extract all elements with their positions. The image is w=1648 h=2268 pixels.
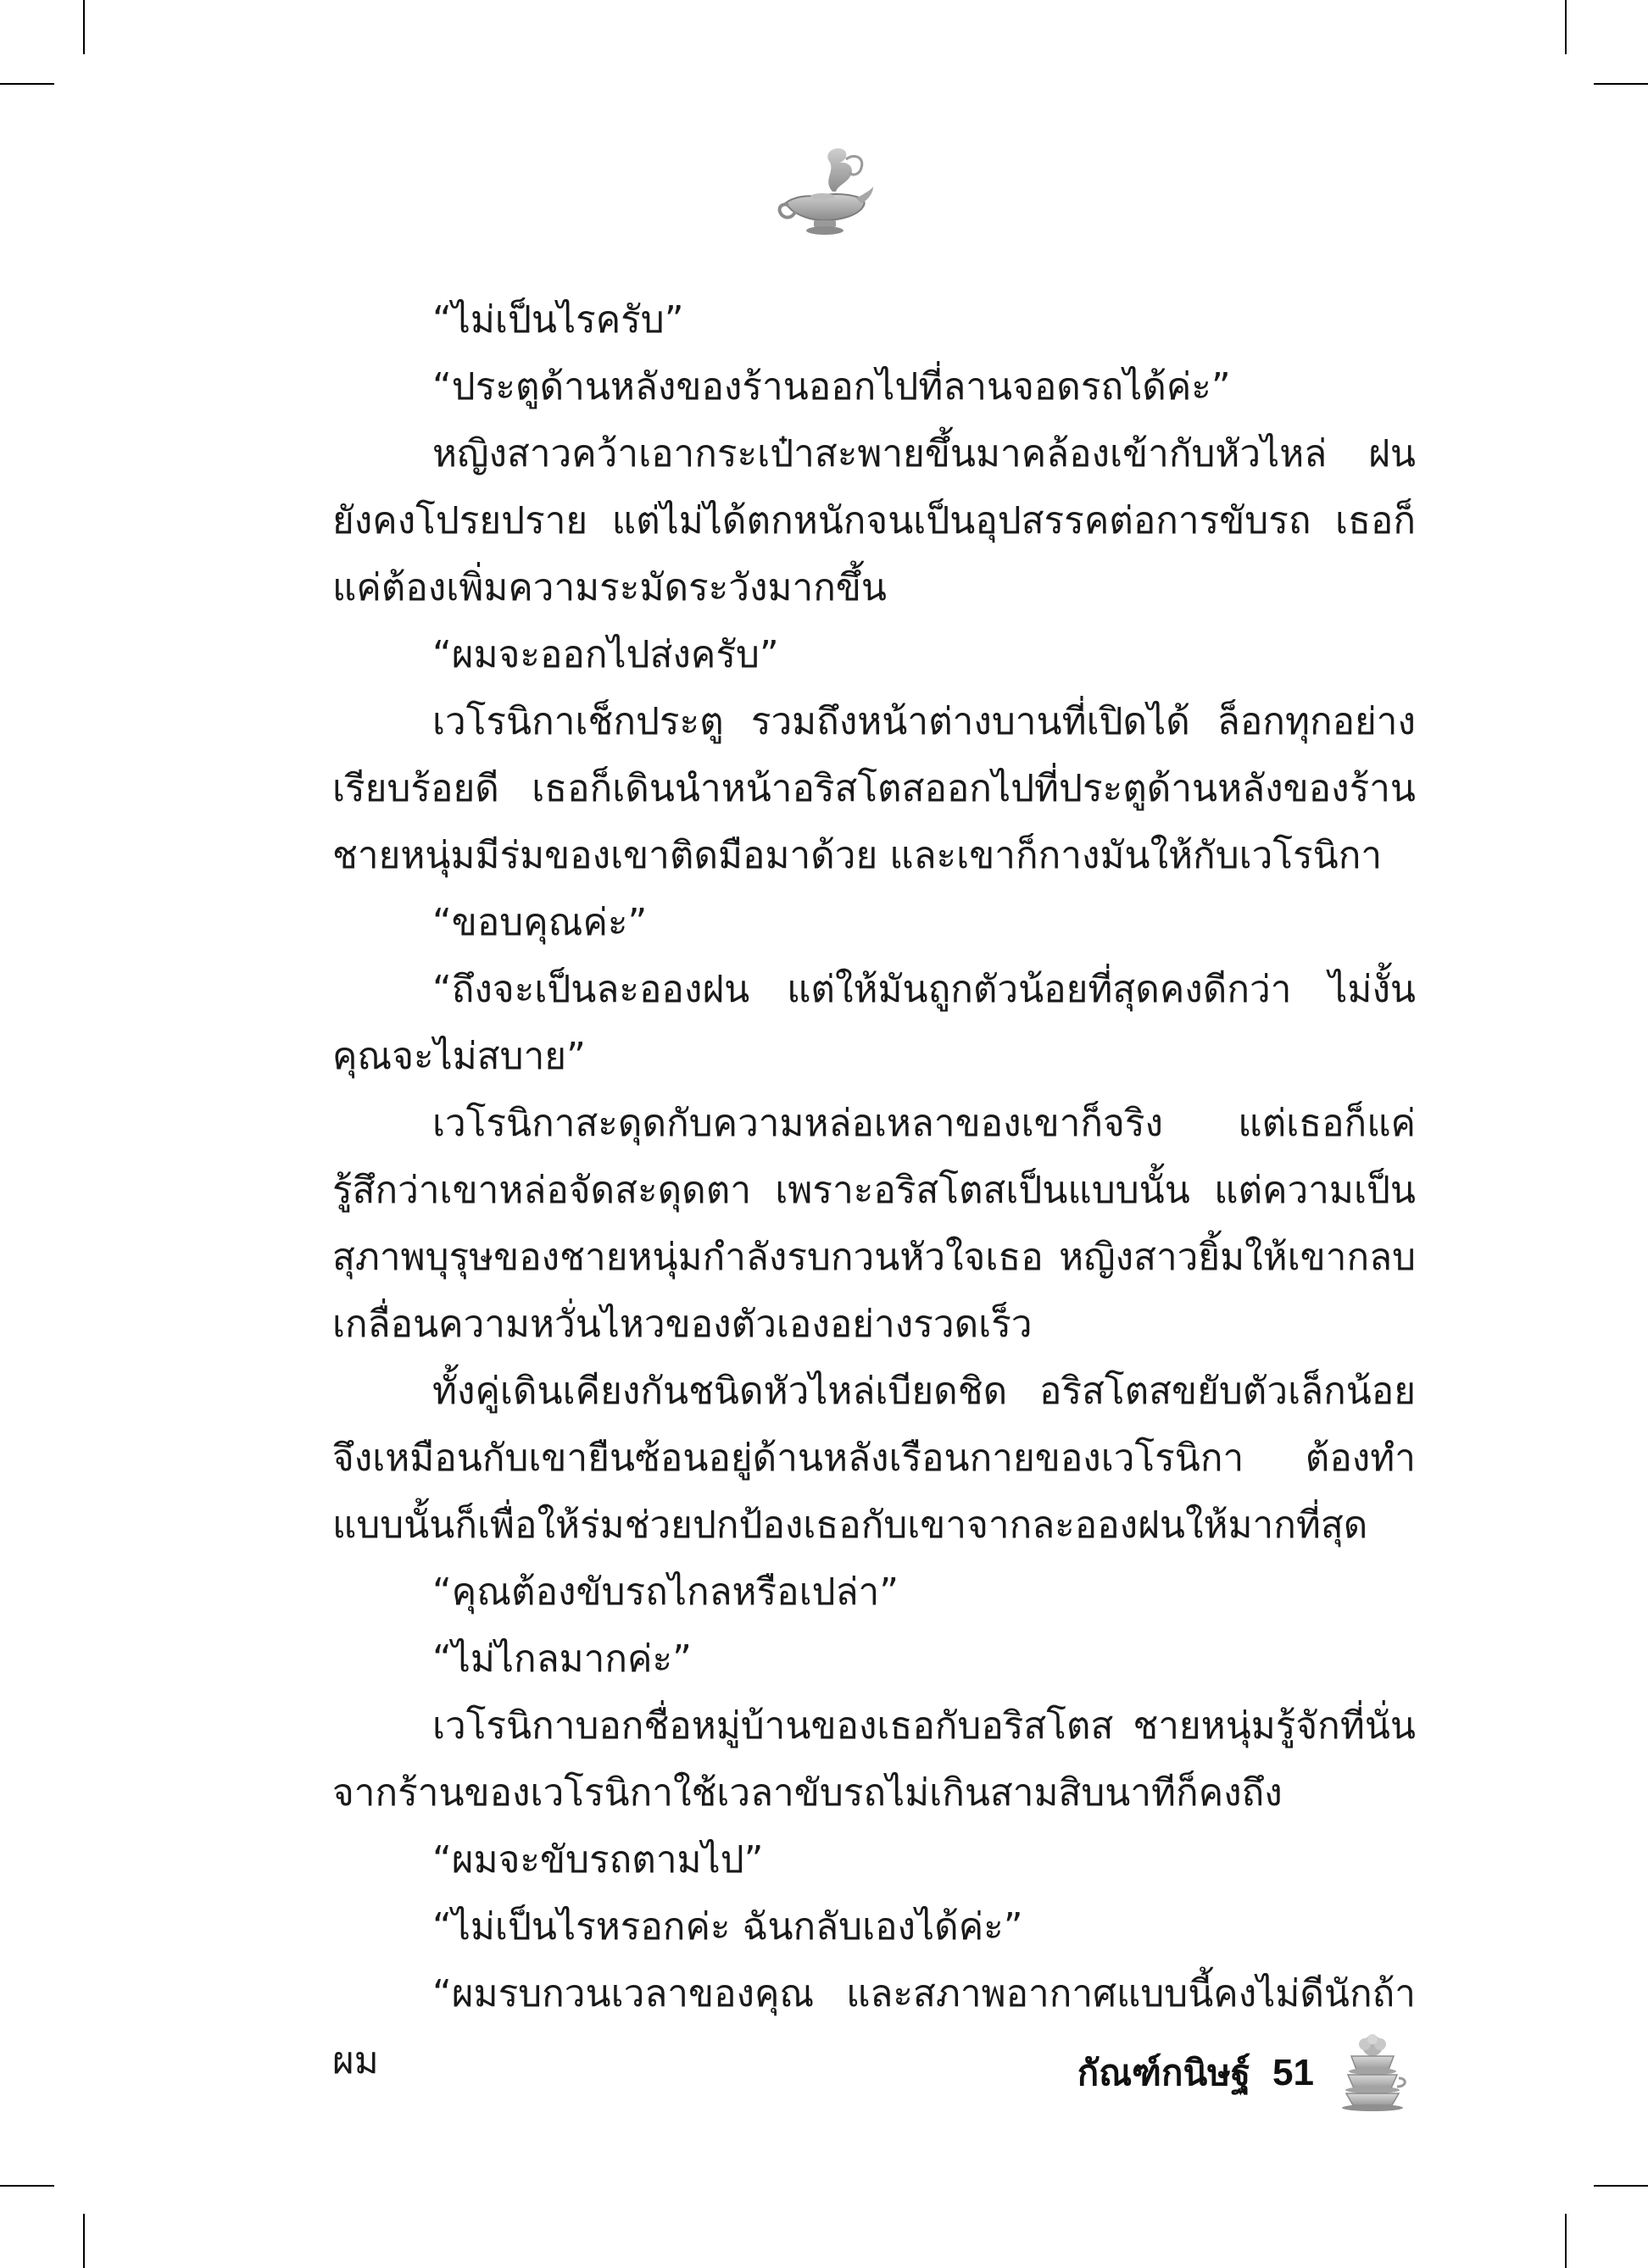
paragraph-7: “ถึงจะเป็นละอองฝน แต่ให้มันถูกตัวน้อยที่สุดคงดีกว่า ไม่งั้นคุณจะไม่สบาย” [332, 968, 1416, 1078]
page-number: 51 [1272, 2052, 1314, 2093]
paragraph-3: หญิงสาวคว้าเอากระเป๋าสะพายขึ้นมาคล้องเข้ากับหัวไหล่ ฝนยังคงโปรยปราย แต่ไม่ได้ตกหนักจนเป็นอุปสรรคต่อการขับรถ เธอก็แค่ต้องเพิ่มความระมัดระวังมากขึ้น [332, 432, 1416, 609]
crop-mark-bottom-right [1565, 2214, 1567, 2268]
crop-mark-top-right-h [1594, 83, 1648, 85]
crop-mark-bottom-left-h [0, 2185, 54, 2187]
paragraph-15: “ผมรบกวนเวลาของคุณ และสภาพอากาศแบบนี้คงไม่ดีนักถ้าผม [332, 1972, 1416, 2082]
paragraph-12: เวโรนิกาบอกชื่อหมู่บ้านของเธอกับอริสโตส ชายหนุ่มรู้จักที่นั่น จากร้านของเวโรนิกาใช้เวลาขับรถไม่เกินสามสิบนาทีก็คงถึง [332, 1704, 1416, 1815]
page-footer [1077, 2034, 1409, 2112]
book-title: กัณฑ์กนิษฐ์ [1077, 2052, 1251, 2093]
paragraph-9: ทั้งคู่เดินเคียงกันชนิดหัวไหล่เบียดชิด อริสโตสขยับตัวเล็กน้อย จึงเหมือนกับเขายืนซ้อนอยู่ด้านหลังเรือนกายของเวโรนิกา ต้องทำแบบนั้นก็เพื่อให้ร่มช่วยปกป้องเธอกับเขาจากละอองฝนให้มากที่สุด [332, 1370, 1416, 1547]
paragraph-5: เวโรนิกาเช็กประตู รวมถึงหน้าต่างบานที่เปิดได้ ล็อกทุกอย่างเรียบร้อยดี เธอก็เดินนำหน้าอริสโตสออกไปที่ประตูด้านหลังของร้าน ชายหนุ่มมีร่มของเขาติดมือมาด้วย และเขาก็กางมันให้กับเวโรนิกา [332, 700, 1416, 877]
paragraph-11: “ไม่ไกลมากค่ะ” [432, 1637, 692, 1681]
teacup-stack-ornament-icon [1336, 2034, 1409, 2112]
crop-mark-top-left [83, 0, 85, 54]
paragraph-2: “ประตูด้านหลังของร้านออกไปที่ลานจอดรถได้ค่ะ” [432, 365, 1231, 409]
crop-mark-bottom-left [83, 2214, 85, 2268]
paragraph-6: “ขอบคุณค่ะ” [432, 901, 648, 944]
body-text [332, 286, 1416, 2094]
crop-mark-top-right [1565, 0, 1567, 54]
crop-mark-top-left-h [0, 83, 54, 85]
crop-mark-bottom-right-h [1594, 2185, 1648, 2187]
paragraph-8: เวโรนิกาสะดุดกับความหล่อเหลาของเขาก็จริง แต่เธอก็แค่รู้สึกว่าเขาหล่อจัดสะดุดตา เพราะอริสโตสเป็นแบบนั้น แต่ความเป็นสุภาพบุรุษของชายหนุ่มกำลังรบกวนหัวใจเธอ หญิงสาวยิ้มให้เขากลบเกลื่อนความหวั่นไหวของตัวเองอย่างรวดเร็ว [332, 1102, 1416, 1346]
paragraph-13: “ผมจะขับรถตามไป” [432, 1838, 764, 1882]
paragraph-14: “ไม่เป็นไรหรอกค่ะ ฉันกลับเองได้ค่ะ” [432, 1905, 1023, 1948]
lamp-genie-ornament-icon [773, 142, 875, 237]
paragraph-4: “ผมจะออกไปส่งครับ” [432, 633, 779, 676]
paragraph-1: “ไม่เป็นไรครับ” [432, 298, 684, 342]
paragraph-10: “คุณต้องขับรถไกลหรือเปล่า” [432, 1570, 899, 1614]
